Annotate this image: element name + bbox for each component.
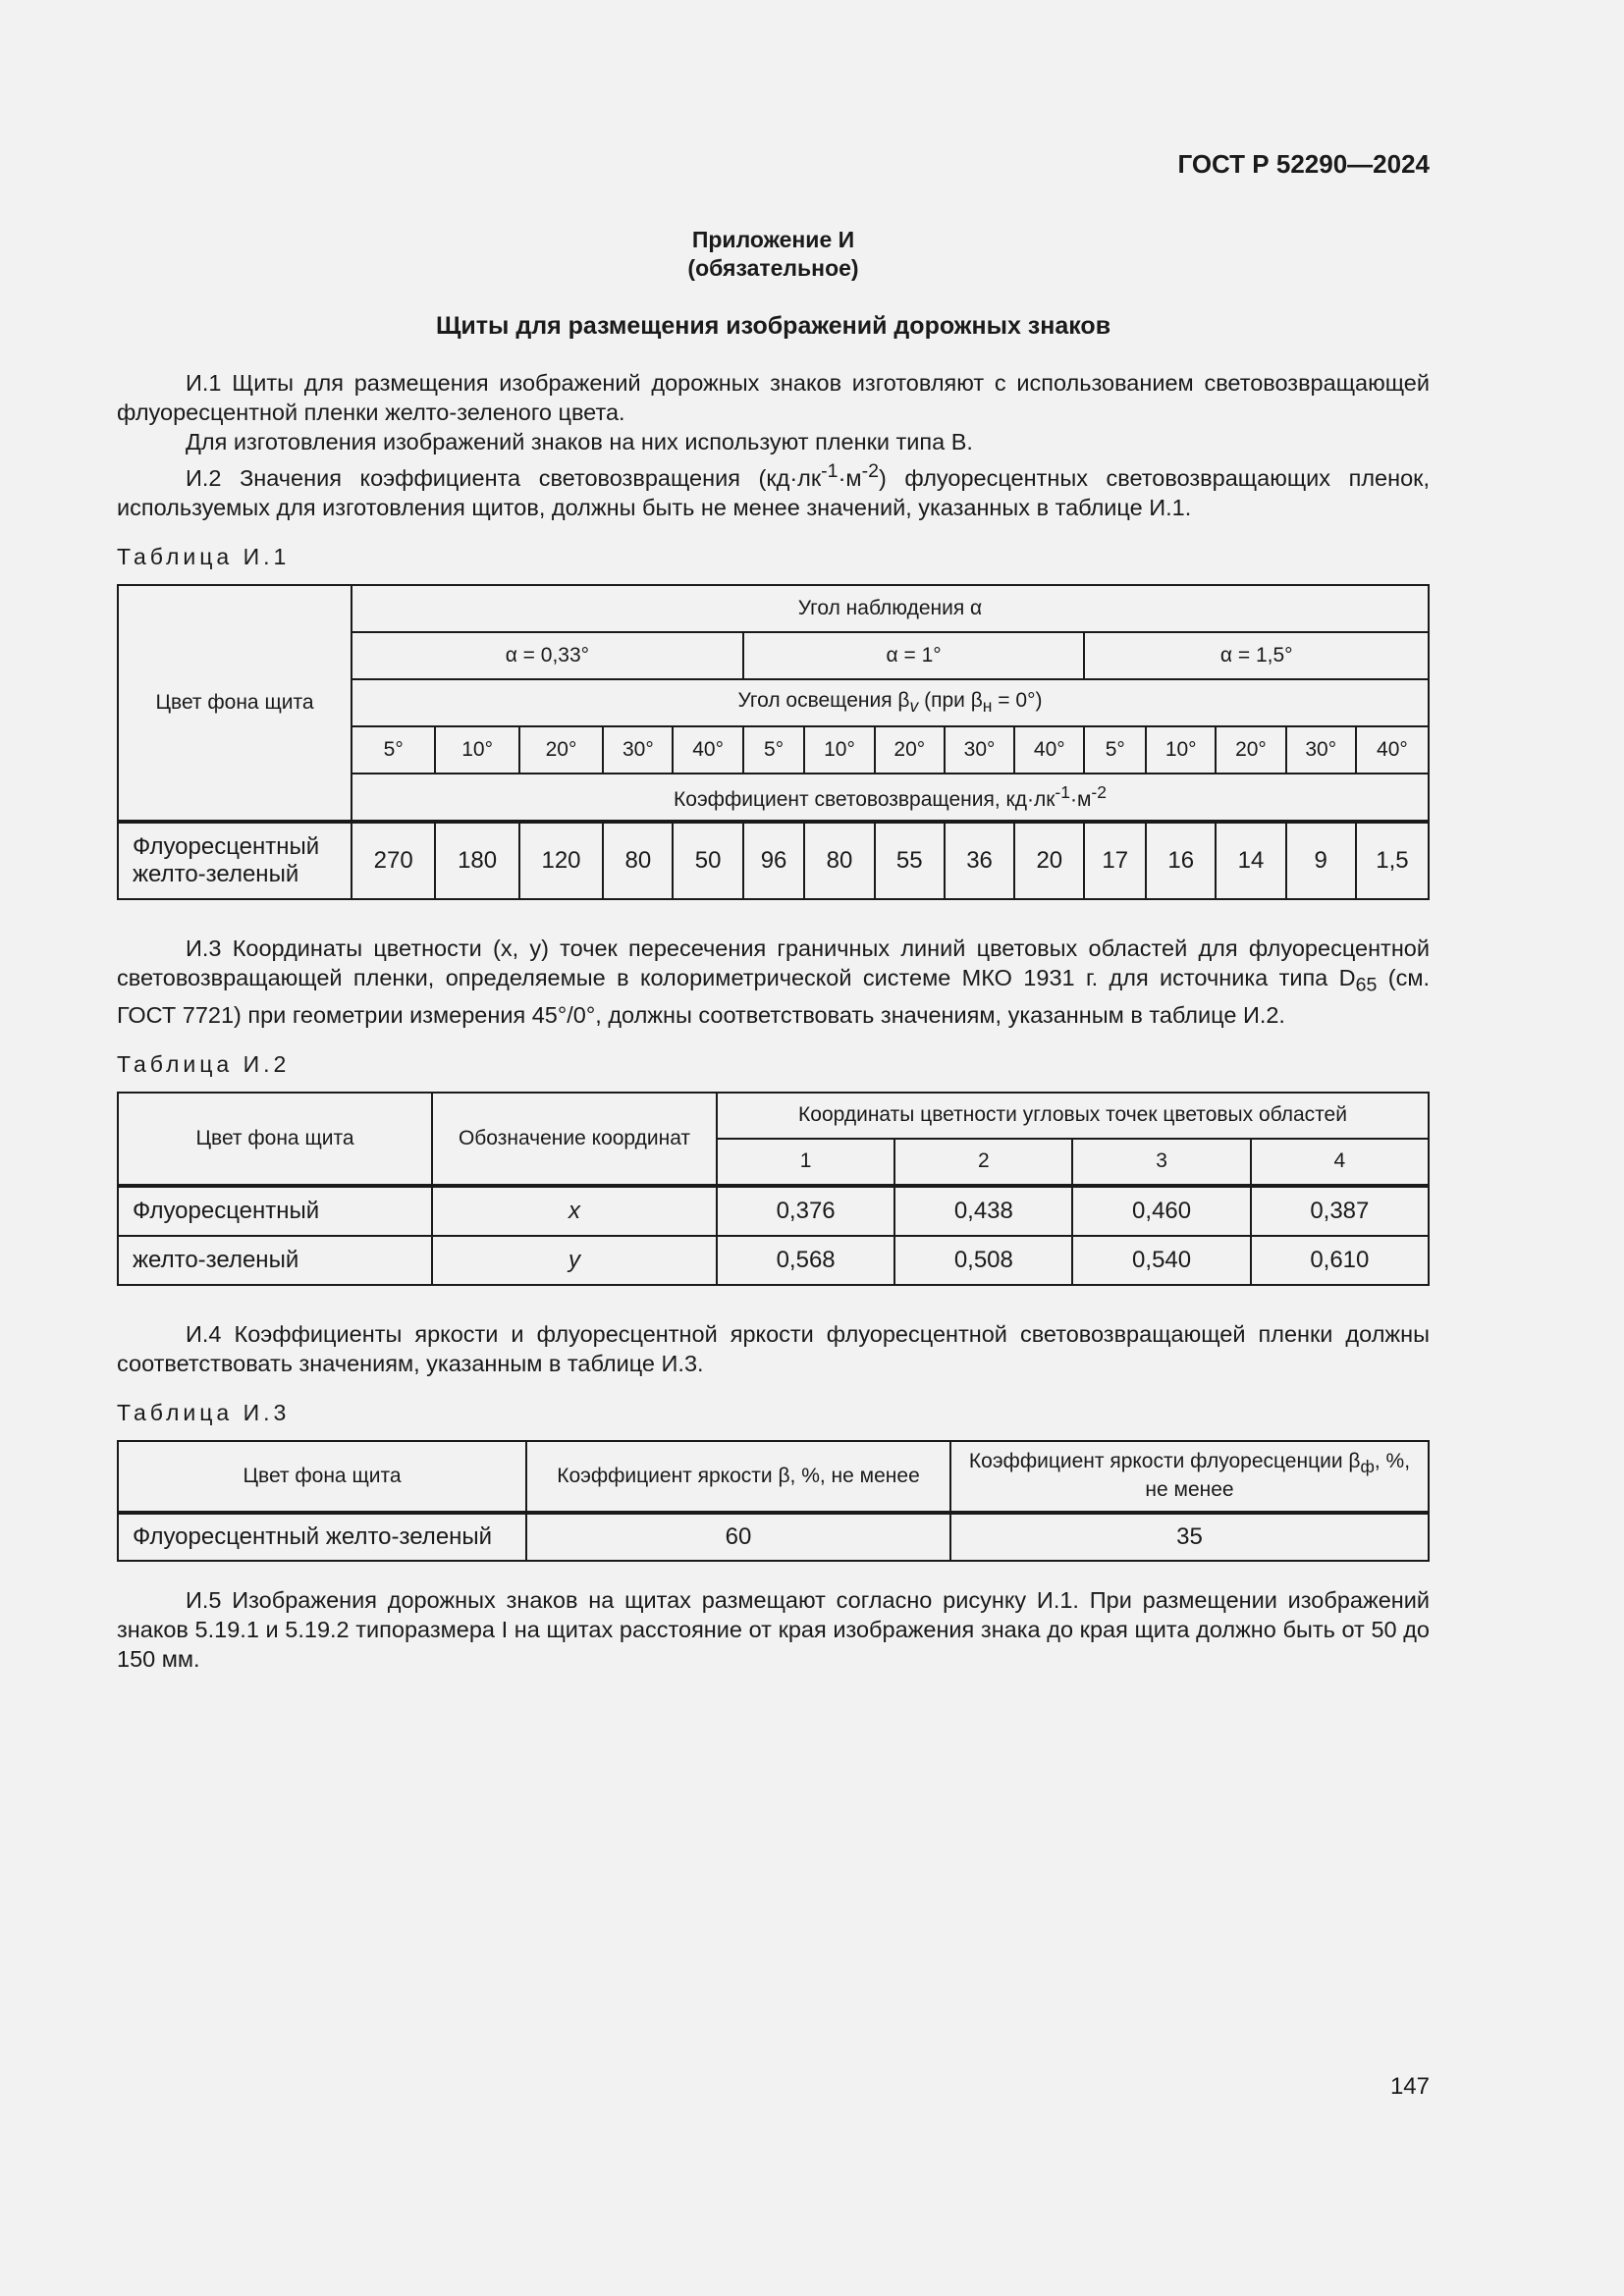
table1-value-cell: 9 xyxy=(1286,822,1356,899)
table3-col-color: Цвет фона щита xyxy=(118,1441,526,1513)
paragraph-i1: И.1 Щиты для размещения изображений дорожных знаков изготовляют с использованием световозвращающей флуоресцентной пленки желто-зеленого цвета. xyxy=(117,370,1430,425)
table1-angle-cell: 10° xyxy=(804,726,874,774)
table-row xyxy=(118,1513,1429,1561)
section-title: Щиты для размещения изображений дорожных знаков xyxy=(435,312,1111,340)
table1-alpha-group: α = 0,33° xyxy=(352,632,743,679)
table3-row-label: Флуоресцентный желто-зеленый xyxy=(118,1513,526,1561)
table1-value-cell: 80 xyxy=(804,822,874,899)
table1-value-cell: 55 xyxy=(875,822,945,899)
table2-col-points: Координаты цветности угловых точек цветовых областей xyxy=(717,1093,1429,1139)
table2-point-header: 2 xyxy=(894,1139,1072,1186)
table2-row-label: Флуоресцентный xyxy=(118,1186,432,1236)
table3-value-cell: 60 xyxy=(526,1513,950,1561)
table3-value-cell: 35 xyxy=(950,1513,1429,1561)
table1-value-cell: 96 xyxy=(743,822,805,899)
paragraph-i4: И.4 Коэффициенты яркости и флуоресцентной яркости флуоресцентной световозвращающей пленки должны соответствовать значениям, указанным в таблице И.3. xyxy=(117,1320,1430,1376)
table1-value-cell: 120 xyxy=(519,822,603,899)
table2-value-cell: 0,376 xyxy=(717,1186,894,1236)
table3-col-luminance: Коэффициент яркости β, %, не менее xyxy=(526,1441,950,1513)
paragraph-i3: И.3 Координаты цветности (x, y) точек пересечения граничных линий цветовых областей для флуоресцентной световозвращающей пленки, определяемые в колориметрической системе МКО 1931 г. для источника типа $D_{65}$ (см. ГОСТ 7721) при геометрии измерения 45°/0°, должны соответствовать значениям, указанным в таблице И.2. xyxy=(117,934,1431,1028)
table1-value-cell: 50 xyxy=(673,822,742,899)
appendix-heading xyxy=(117,226,1430,283)
table-chromaticity xyxy=(117,1092,1430,1286)
table3-caption: Таблица И.3 xyxy=(117,1399,291,1425)
table-row xyxy=(118,1186,1429,1236)
table2-coord: y xyxy=(432,1236,717,1285)
table2-value-cell: 0,508 xyxy=(894,1236,1072,1285)
table1-angle-cell: 10° xyxy=(435,726,518,774)
table1-angle-cell: 30° xyxy=(1286,726,1356,774)
page-number: 147 xyxy=(1389,2073,1430,2100)
table1-angle-cell: 40° xyxy=(1356,726,1429,774)
table1-value-cell: 1,5 xyxy=(1356,822,1429,899)
table1-angle-cell: 40° xyxy=(673,726,742,774)
table2-value-cell: 0,540 xyxy=(1072,1236,1250,1285)
table1-angle-cell: 30° xyxy=(603,726,673,774)
table-row xyxy=(118,1236,1429,1285)
table-retroreflection xyxy=(117,584,1430,900)
table1-observation-angle: Угол наблюдения α xyxy=(352,585,1429,632)
table1-row-header: Цвет фона щита xyxy=(118,585,352,822)
table2-point-header: 3 xyxy=(1072,1139,1250,1186)
table2-value-cell: 0,610 xyxy=(1251,1236,1429,1285)
document-code: ГОСТ Р 52290—2024 xyxy=(1177,149,1430,179)
table-row xyxy=(118,822,1429,899)
page-content xyxy=(117,226,1430,1674)
table1-angle-cell: 40° xyxy=(1014,726,1084,774)
table2-value-cell: 0,460 xyxy=(1072,1186,1250,1236)
table2-value-cell: 0,438 xyxy=(894,1186,1072,1236)
table1-value-cell: 17 xyxy=(1084,822,1146,899)
table1-row-label: Флуоресцентный желто-зеленый xyxy=(118,822,352,899)
table1-angle-cell: 30° xyxy=(945,726,1014,774)
table1-angle-cell: 5° xyxy=(1084,726,1146,774)
table1-value-cell: 14 xyxy=(1216,822,1285,899)
table1-coefficient-header: Коэффициент световозвращения, $кд\cdot лк^{-1}\cdot м^{-2}$ xyxy=(352,774,1429,822)
table1-angle-cell: 20° xyxy=(519,726,603,774)
table1-value-cell: 80 xyxy=(603,822,673,899)
paragraph-film-type: Для изготовления изображений знаков на них используют пленки типа В. xyxy=(186,429,973,454)
table2-col-color: Цвет фона щита xyxy=(118,1093,432,1186)
table1-caption: Таблица И.1 xyxy=(117,543,291,569)
table1-angle-cell: 5° xyxy=(743,726,805,774)
table2-value-cell: 0,387 xyxy=(1251,1186,1429,1236)
paragraph-i5: И.5 Изображения дорожных знаков на щитах размещают согласно рисунку И.1. При размещении изображений знаков 5.19.1 и 5.19.2 типоразмера I на щитах расстояние от края изображения знака до края щита должно быть от 50 до 150 мм. xyxy=(117,1586,1430,1672)
table1-angle-cell: 10° xyxy=(1146,726,1216,774)
table2-value-cell: 0,568 xyxy=(717,1236,894,1285)
table2-col-coords: Обозначение координат xyxy=(432,1093,717,1186)
table1-illumination-angle: Угол освещения $\beta_v$ (при $\beta_н = 0^\circ$) xyxy=(352,679,1429,726)
table1-value-cell: 180 xyxy=(435,822,518,899)
table-luminance xyxy=(117,1440,1430,1562)
table1-value-cell: 36 xyxy=(945,822,1014,899)
table2-point-header: 4 xyxy=(1251,1139,1429,1186)
table1-alpha-group: α = 1,5° xyxy=(1084,632,1429,679)
table1-angle-cell: 5° xyxy=(352,726,435,774)
table1-value-cell: 20 xyxy=(1014,822,1084,899)
table2-row-label: желто-зеленый xyxy=(118,1236,432,1285)
table3-col-fluorescence: Коэффициент яркости флуоресценции $\beta_ф$, %, не менее xyxy=(950,1441,1429,1513)
table2-point-header: 1 xyxy=(717,1139,894,1186)
paragraph-i2: И.2 Значения коэффициента световозвращения $(кд\cdot лк^{-1}\cdot м^{-2})$ флуоресцентных световозвращающих пленок, используемых для изготовления щитов, должны быть не менее значений, указанных в таблице И.1. xyxy=(117,460,1430,520)
table1-angle-cell: 20° xyxy=(875,726,945,774)
appendix-subtitle: (обязательное) xyxy=(687,255,859,281)
table2-coord: x xyxy=(432,1186,717,1236)
appendix-title: Приложение И xyxy=(691,227,855,252)
table1-angle-cell: 20° xyxy=(1216,726,1285,774)
table1-alpha-group: α = 1° xyxy=(743,632,1085,679)
table1-value-cell: 16 xyxy=(1146,822,1216,899)
table1-value-cell: 270 xyxy=(352,822,435,899)
table2-caption: Таблица И.2 xyxy=(117,1050,291,1077)
